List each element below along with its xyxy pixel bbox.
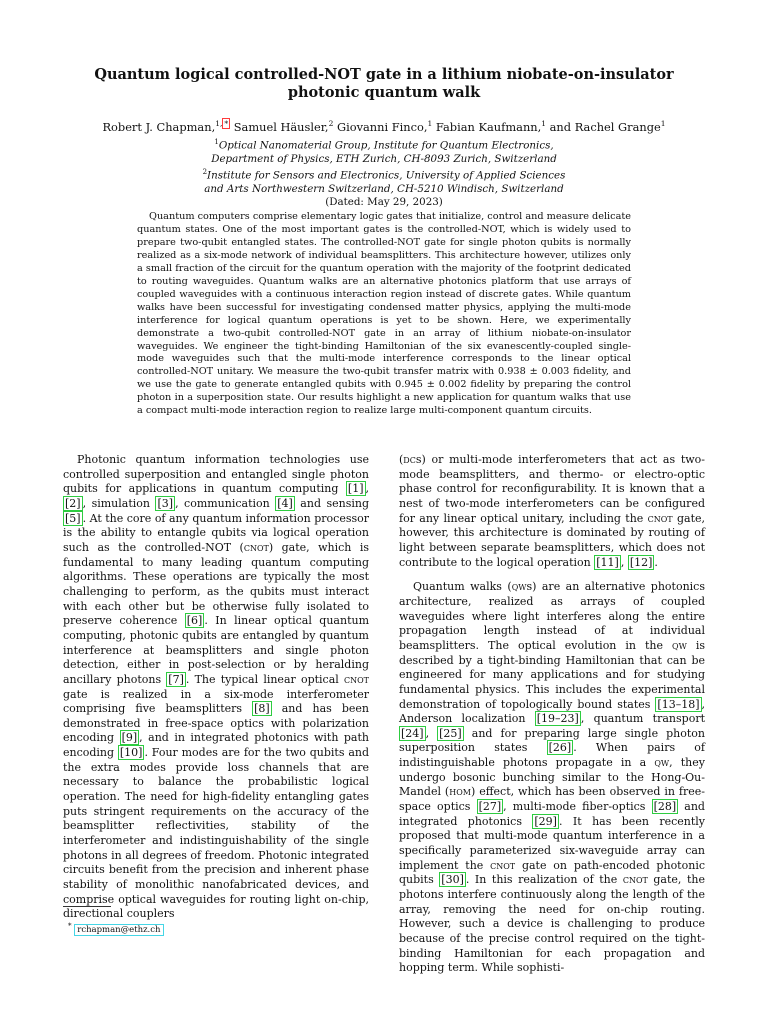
body-text: . The typical linear optical xyxy=(185,672,344,686)
citation-link[interactable]: [30] xyxy=(441,873,464,887)
body-text: s) are an alternative photonics architecture, realized as arrays of coupled waveguides where light interferes along the entire propagation length instead of at individual beamsplitters. The optical evolution in the xyxy=(399,580,705,652)
body-text: is described by a tight-binding Hamiltonian that can be engineered for many applications and for studying fundamental physics. This includes the experimental demonstration of topologically bound states xyxy=(399,638,705,711)
intro-paragraph xyxy=(63,453,369,922)
acronym: cnot xyxy=(647,511,673,525)
citation-link[interactable]: [2] xyxy=(65,496,81,510)
body-text: gate is realized in a six-mode interferometer comprising five beamsplitters xyxy=(63,687,369,716)
acronym: cnot xyxy=(490,858,516,872)
author-name: Giovanni Finco, xyxy=(336,119,428,134)
citation-link[interactable]: [9] xyxy=(121,731,138,745)
body-text: . It has been recently proposed that multi-mode quantum interference in a specifically parameterized six-waveguide array can implement the xyxy=(399,814,705,872)
citation-link[interactable]: [29] xyxy=(534,814,557,828)
body-text: , xyxy=(365,482,369,496)
acronym: qw xyxy=(654,756,670,770)
citation-link[interactable]: [11] xyxy=(596,555,619,569)
body-text: Photonic quantum information technologies use controlled superposition and entangled single photon qubits for applications in quantum computing xyxy=(63,453,369,496)
body-text: . When pairs of indistinguishable photons propagate in a xyxy=(399,741,705,770)
body-text: gate, however, this architecture is dominated by routing of light between separate beamsplitters, which does not contribute to the logical operation xyxy=(399,511,705,569)
body-text: , they undergo bosonic bunching similar to the Hong-Ou-Mandel ( xyxy=(399,756,705,799)
affiliation-1-cont: Department of Physics, ETH Zurich, CH-8093 Zurich, Switzerland xyxy=(211,152,557,165)
dc-paragraph xyxy=(399,453,705,570)
author-name: Robert J. Chapman, xyxy=(102,119,216,134)
citation-link[interactable]: [7] xyxy=(168,672,184,686)
footnote-mark: * xyxy=(68,921,72,930)
citation-link[interactable]: [1] xyxy=(347,482,364,496)
body-text: , xyxy=(620,555,628,569)
citation-link[interactable]: [12] xyxy=(629,555,653,569)
acronym: cnot xyxy=(343,672,369,686)
acronym: dc xyxy=(403,453,416,466)
body-text: . Four modes are for the two qubits and the extra modes provide loss channels that are necessary to balance the probabilistic logical operation. The need for high-fidelity entangling gates puts stringent requirements on the accuracy of the beamsplitter reflectivities, stability of the interferometer and indistinguishability of the single photons in all degrees of freedom. Photonic integrated circuits benefit from the precision and inherent phase stability of monolithic nanofabricated devices, and comprise optical waveguides for routing light on-chip, directional couplers xyxy=(63,746,369,921)
body-text: . In this realization of the xyxy=(465,873,623,887)
citation-link[interactable]: [26] xyxy=(548,741,572,755)
body-text: . xyxy=(654,555,658,569)
body-text: , Anderson localization xyxy=(399,697,705,726)
body-text: Quantum walks ( xyxy=(413,580,512,594)
affiliation-2-cont: and Arts Northwestern Switzerland, CH-5210 Windisch, Switzerland xyxy=(204,183,564,196)
body-text: gate on path-encoded photonic qubits xyxy=(399,858,705,887)
footnote xyxy=(68,920,164,936)
citation-link[interactable]: [28] xyxy=(653,800,677,814)
affil-mark: 1 xyxy=(214,138,219,146)
body-text: . In linear optical quantum computing, photonic qubits are entangled by quantum interference at beamsplitters and single photon detection, either in post-selection or by heralding ancillary photons xyxy=(63,614,370,686)
citation-link[interactable]: [3] xyxy=(157,496,174,510)
citation-link[interactable]: [6] xyxy=(186,614,203,628)
author-name: Samuel Häusler, xyxy=(233,119,329,134)
body-text: , quantum transport xyxy=(580,712,705,726)
citation-link[interactable]: [4] xyxy=(277,496,293,510)
body-text: and has been demonstrated in free-space optics with polarization encoding xyxy=(63,702,369,745)
body-text: gate, the photons interfere continuously along the length of the array, removing the need for on-chip routing. However, such a device is challenging to produce because of the precise control required on the tight-binding Hamiltonian for each propagation and hopping term. While sophisti- xyxy=(399,873,705,975)
citation-link[interactable]: [19–23] xyxy=(536,712,579,726)
body-text: , xyxy=(425,726,438,740)
body-text: and integrated photonics xyxy=(399,800,705,828)
author-name: Fabian Kaufmann, xyxy=(435,119,542,134)
affiliation-1 xyxy=(80,136,688,153)
affil-line: Institute for Sensors and Electronics, University of Applied Sciences xyxy=(207,169,566,182)
affiliations xyxy=(80,136,688,210)
abstract-text: Quantum computers comprise elementary logic gates that initialize, control and measure delicate quantum states. One of the most important gates is the controlled-NOT, which is widely used to prepare two-qubit entangled states. The controlled-NOT gate for single photon qubits is normally realized as a six-mode network of individual beamsplitters. This architecture however, utilizes only a small fraction of the circuit for the quantum operation with the majority of the footprint dedicated to routing waveguides. Quantum walks are an alternative photonics platform that use arrays of coupled waveguides with a continuous interaction region instead of discrete gates. While quantum walks have been successful for investigating condensed matter physics, applying the multi-mode interference for logical quantum operations is yet to be shown. Here, we experimentally demonstrate a two-qubit controlled-NOT gate in an array of lithium niobate-on-insulator waveguides. We engineer the tight-binding Hamiltonian of the six evanescently-coupled single-mode waveguides such that the multi-mode interference corresponds to the linear optical controlled-NOT unitary. We measure the two-qubit transfer matrix with 0.938 ± 0.003 fidelity, and we use the gate to generate entangled qubits with 0.945 ± 0.002 fidelity by preparing the control photon in a superposition state. Our results highlight a new application for quantum walks that use a compact multi-mode interaction region to realize large multi-component quantum circuits. xyxy=(137,211,631,417)
email-link[interactable]: rchapman@ethz.ch xyxy=(74,924,163,936)
acronym: cnot xyxy=(243,540,269,554)
qw-paragraph xyxy=(399,580,705,976)
date-line: (Dated: May 29, 2023) xyxy=(325,196,443,209)
author-list xyxy=(40,116,728,135)
paper-title: Quantum logical controlled-NOT gate in a lithium niobate-on-insulator photonic quantum walk xyxy=(94,66,674,101)
citation-link[interactable]: [5] xyxy=(65,511,81,525)
citation-link[interactable]: [10] xyxy=(119,746,143,760)
body-text: , simulation xyxy=(82,496,156,510)
author-affil-mark: 1, xyxy=(215,119,223,128)
abstract xyxy=(137,211,631,418)
affil-line: Optical Nanomaterial Group, Institute for Quantum Electronics, xyxy=(218,139,554,152)
body-text: ) gate, which is fundamental to many leading quantum computing algorithms. These operations are typically the most challenging to perform, as the qubits must interact with each other but be otherwise fully isolated to preserve coherence xyxy=(63,540,369,628)
author-affil-mark: 1 xyxy=(660,119,666,128)
body-text: and sensing xyxy=(294,496,370,510)
citation-link[interactable]: [13–18] xyxy=(657,697,700,711)
body-text: s) or multi-mode interferometers that act as two-mode beamsplitters, and thermo- or electro-optic phase control for reconfigurability. It is known that a nest of two-mode interferometers can be configured for any linear optical unitary, including the xyxy=(399,453,705,525)
author-name: Rachel Grange xyxy=(574,119,661,134)
body-text: , and in integrated photonics with path encoding xyxy=(63,731,369,760)
body-text: , communication xyxy=(175,496,276,510)
acronym: hom xyxy=(449,785,471,799)
citation-link[interactable]: [24] xyxy=(401,726,424,740)
corresponding-author-link[interactable]: * xyxy=(224,119,229,128)
citation-link[interactable]: [25] xyxy=(439,726,462,740)
citation-link[interactable]: [8] xyxy=(254,702,270,716)
body-text: , multi-mode fiber-optics xyxy=(503,800,652,814)
author-conjunction: and xyxy=(549,119,572,134)
body-text: and for preparing large single photon superposition states xyxy=(399,726,705,755)
right-column xyxy=(399,453,705,976)
author-affil-mark: 1 xyxy=(541,119,547,128)
affil-mark: 2 xyxy=(202,168,208,177)
citation-link[interactable]: [27] xyxy=(478,800,502,814)
author-affil-mark: 1 xyxy=(427,119,433,128)
body-text: . At the core of any quantum information processor is the ability to entangle qubits via logical operation such as the controlled-NOT ( xyxy=(63,511,370,554)
body-text: ) effect, which has been observed in free-space optics xyxy=(399,785,705,814)
author-affil-mark: 2 xyxy=(328,119,334,128)
left-column xyxy=(63,453,369,922)
acronym: cnot xyxy=(622,873,648,887)
acronym: qw xyxy=(672,638,687,652)
body-text: ( xyxy=(399,453,404,466)
footnote-rule xyxy=(63,906,111,907)
acronym: qw xyxy=(511,580,527,594)
affiliation-2 xyxy=(80,166,688,183)
